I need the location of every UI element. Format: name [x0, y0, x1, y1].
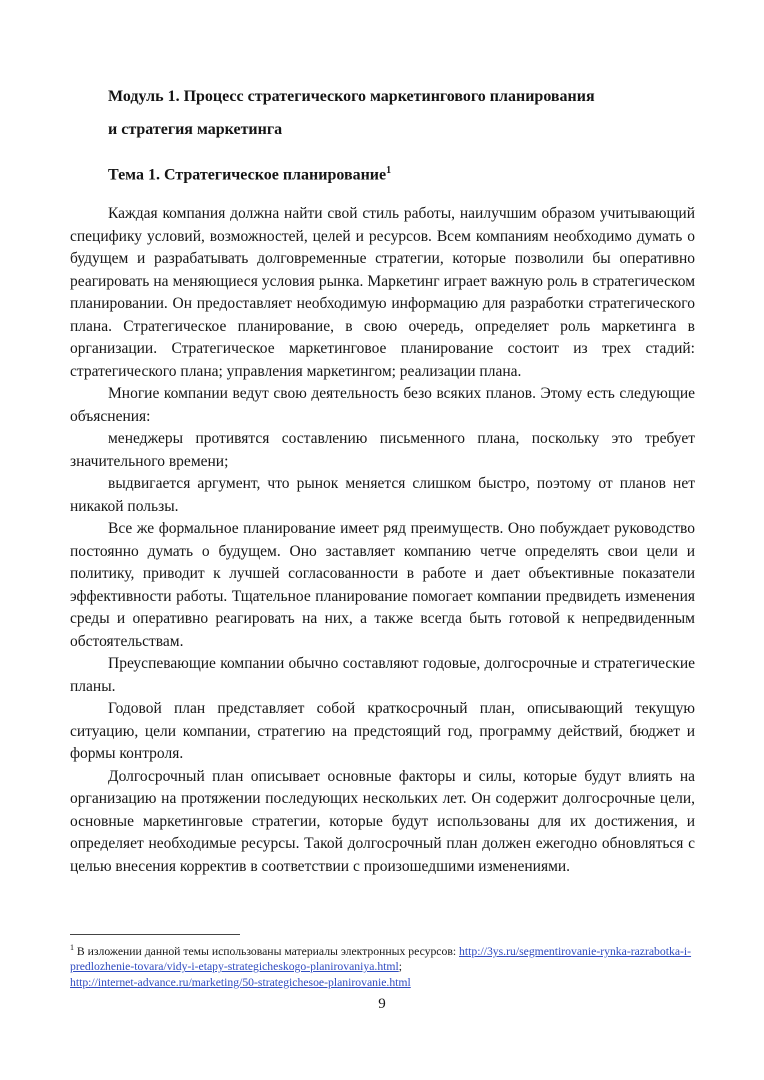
body-text	[70, 203, 695, 878]
page-number: 9	[378, 996, 386, 1012]
footnote-marker: 1	[70, 943, 74, 952]
paragraph: Годовой план представляет собой краткосрочный план, описывающий текущую ситуацию, цели компании, стратегию на предстоящий год, программу действий, бюджет и формы контроля.	[70, 700, 695, 763]
paragraph: менеджеры противятся составлению письменного плана, поскольку это требует значительного времени;	[70, 430, 695, 470]
paragraph: Многие компании ведут свою деятельность безо всяких планов. Этому есть следующие объяснения:	[70, 385, 695, 425]
paragraph: Долгосрочный план описывает основные факторы и силы, которые будут влиять на организацию на протяжении последующих нескольких лет. Он содержит долгосрочные цели, основные маркетинговые стратегии, которые будут использованы для их достижения, и определяет необходимые ресурсы. Такой долгосрочный план должен ежегодно обновляться с целью внесения корректив в соответствии с произошедшими изменениями.	[70, 767, 695, 875]
module-heading-line2: и стратегия маркетинга	[108, 121, 283, 138]
footnote-link-1[interactable]: http://3ys.ru/segmentirovanie-rynka-razrabotka-i-predlozhenie-tovara/vidy-i-etapy-strategicheskogo-planirovaniya.html	[70, 944, 692, 974]
paragraph: Каждая компания должна найти свой стиль работы, наилучшим образом учитывающий специфику условий, возможностей, целей и ресурсов. Всем компаниям необходимо думать о будущем и разрабатывать долговременные стратегии, которые позволили бы оперативно реагировать на меняющиеся условия рынка. Маркетинг играет важную роль в стратегическом планировании. Он предоставляет необходимую информацию для разработки стратегического плана. Стратегическое планирование, в свою очередь, определяет роль маркетинга в организации. Стратегическое маркетинговое планирование состоит из трех стадий: стратегического плана; управления маркетингом; реализации плана.	[70, 205, 695, 380]
footnote-divider	[70, 934, 240, 935]
paragraph: Все же формальное планирование имеет ряд преимуществ. Оно побуждает руководство постоянно думать о будущем. Оно заставляет компанию четче определять свои цели и политику, приводит к лучшей согласованности в работе и дает объективные показатели эффективности работы. Тщательное планирование помогает компании предвидеть изменения среды и оперативно реагировать на них, а также всегда быть готовой к непредвиденным обстоятельствам.	[70, 520, 695, 650]
footnote	[70, 934, 695, 990]
paragraph: Преуспевающие компании обычно составляют годовые, долгосрочные и стратегические планы.	[70, 655, 695, 695]
footnote-separator: ;	[398, 960, 403, 974]
footnote-link-2[interactable]: http://internet-advance.ru/marketing/50-strategichesoe-planirovanie.html	[70, 975, 411, 989]
module-heading-line1: Модуль 1. Процесс стратегического маркетингового планирования	[108, 88, 595, 105]
module-heading	[108, 80, 695, 146]
paragraph: выдвигается аргумент, что рынок меняется слишком быстро, поэтому от планов нет никакой пользы.	[70, 475, 695, 515]
theme-heading	[108, 159, 695, 187]
theme-footnote-ref: 1	[386, 165, 392, 176]
footnote-text	[70, 940, 695, 990]
theme-heading-text: Тема 1. Стратегическое планирование	[108, 166, 387, 184]
footnote-intro: В изложении данной темы использованы материалы электронных ресурсов:	[74, 944, 460, 958]
